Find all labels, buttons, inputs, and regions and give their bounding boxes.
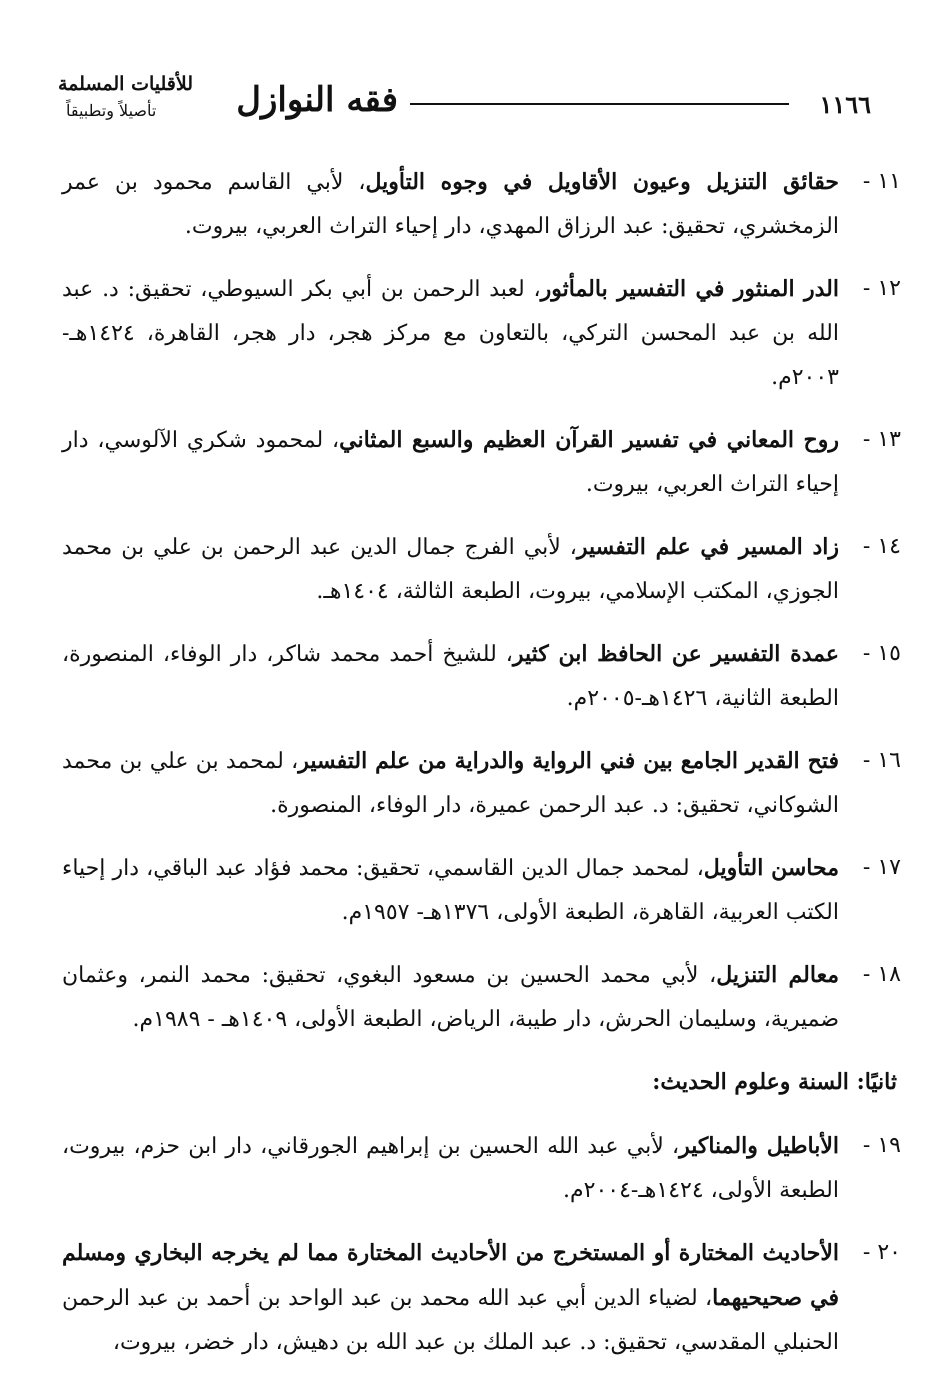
entry-number: ١٧ - bbox=[862, 855, 901, 880]
list-item bbox=[62, 739, 901, 828]
list-item bbox=[62, 525, 901, 614]
entry-number: ١١ - bbox=[862, 169, 901, 194]
entry-number: ١٣ - bbox=[862, 427, 901, 452]
entry-details: ، لأبي القاسم محمود بن عمر الزمخشري، تحقيق: عبد الرزاق المهدي، دار إحياء التراث العربي، بيروت. bbox=[62, 170, 839, 239]
list-item bbox=[62, 267, 901, 400]
entry-title: معالم التنزيل bbox=[716, 962, 839, 988]
entry-details: ، لأبي الفرج جمال الدين عبد الرحمن بن علي بن محمد الجوزي، المكتب الإسلامي، بيروت، الطبعة الثالثة، ١٤٠٤هـ. bbox=[62, 535, 839, 604]
entry-title: فتح القدير الجامع بين فني الرواية والدراية من علم التفسير bbox=[298, 748, 839, 774]
entry-details: ، لعبد الرحمن بن أبي بكر السيوطي، تحقيق: د. عبد الله بن عبد المحسن التركي، بالتعاون مع مركز هجر، دار هجر، القاهرة، ١٤٢٤هـ- ٢٠٠٣م. bbox=[62, 277, 839, 390]
entry-details: ، لضياء الدين أبي عبد الله محمد بن عبد الواحد بن أحمد بن عبد الرحمن الحنبلي المقدسي، تحقيق: د. عبد الملك بن عبد الله بن دهيش، دار خضر، بيروت، bbox=[62, 1286, 839, 1355]
entry-details: ، لمحمد جمال الدين القاسمي، تحقيق: محمد فؤاد عبد الباقي، دار إحياء الكتب العربية، القاهرة، الطبعة الأولى، ١٣٧٦هـ- ١٩٥٧م. bbox=[62, 856, 839, 925]
entry-number: ٢٠ - bbox=[862, 1240, 901, 1265]
list-item bbox=[62, 846, 901, 935]
bibliography-list bbox=[62, 160, 901, 1383]
entry-title: محاسن التأويل bbox=[703, 855, 839, 881]
section-heading bbox=[62, 1060, 897, 1104]
entry-number: ١٨ - bbox=[862, 962, 901, 987]
list-item bbox=[62, 418, 901, 507]
entry-title: الدر المنثور في التفسير بالمأثور bbox=[540, 276, 840, 302]
entry-number: ١٥ - bbox=[862, 641, 901, 666]
list-item bbox=[62, 1124, 901, 1213]
entry-title: روح المعاني في تفسير القرآن العظيم والسبع المثاني bbox=[339, 427, 839, 453]
entry-details: ، لأبي عبد الله الحسين بن إبراهيم الجورقاني، دار ابن حزم، بيروت، الطبعة الأولى، ١٤٢٤هـ-٢٠٠٤م. bbox=[62, 1134, 839, 1203]
list-item bbox=[62, 1231, 901, 1365]
book-title: فقه النوازل bbox=[236, 80, 398, 120]
entry-title: عمدة التفسير عن الحافظ ابن كثير bbox=[512, 641, 839, 667]
book-subtitle-2: تأصيلاً وتطبيقاً bbox=[66, 101, 157, 120]
entry-details: ، لأبي محمد الحسين بن مسعود البغوي، تحقيق: محمد النمر، وعثمان ضميرية، وسليمان الحرش، دار طيبة، الرياض، الطبعة الأولى، ١٤٠٩هـ - ١٩٨٩م. bbox=[62, 963, 839, 1032]
list-item bbox=[62, 160, 901, 249]
entry-details: ، للشيخ أحمد محمد شاكر، دار الوفاء، المنصورة، الطبعة الثانية، ١٤٢٦هـ-٢٠٠٥م. bbox=[62, 642, 839, 711]
entry-details: ، لمحمود شكري الآلوسي، دار إحياء التراث العربي، بيروت. bbox=[62, 428, 839, 497]
section-label: ثانيًا bbox=[864, 1069, 897, 1095]
entry-title: الأحاديث المختارة أو المستخرج من الأحاديث المختارة مما لم يخرجه البخاري ومسلم في صحيحيهما bbox=[62, 1240, 840, 1311]
section-title: : السنة وعلوم الحديث: bbox=[652, 1069, 865, 1095]
list-item bbox=[62, 953, 901, 1042]
header-divider bbox=[410, 103, 789, 105]
entry-title: الأباطيل والمناكير bbox=[679, 1133, 839, 1159]
entry-title: زاد المسير في علم التفسير bbox=[576, 534, 840, 560]
book-subtitle-1: للأقليات المسلمة bbox=[58, 73, 193, 95]
entry-number: ١٩ - bbox=[862, 1133, 901, 1158]
list-item bbox=[62, 632, 901, 721]
page-header bbox=[58, 70, 871, 140]
entry-title: حقائق التنزيل وعيون الأقاويل في وجوه التأويل bbox=[365, 169, 839, 195]
entry-details: ، لمحمد بن علي بن محمد الشوكاني، تحقيق: د. عبد الرحمن عميرة، دار الوفاء، المنصورة. bbox=[62, 749, 839, 818]
book-title-logo bbox=[58, 70, 398, 140]
entry-number: ١٤ - bbox=[862, 534, 901, 559]
page-number: ١١٦٦ bbox=[819, 90, 871, 119]
entry-number: ١٦ - bbox=[862, 748, 901, 773]
entry-number: ١٢ - bbox=[862, 276, 901, 301]
